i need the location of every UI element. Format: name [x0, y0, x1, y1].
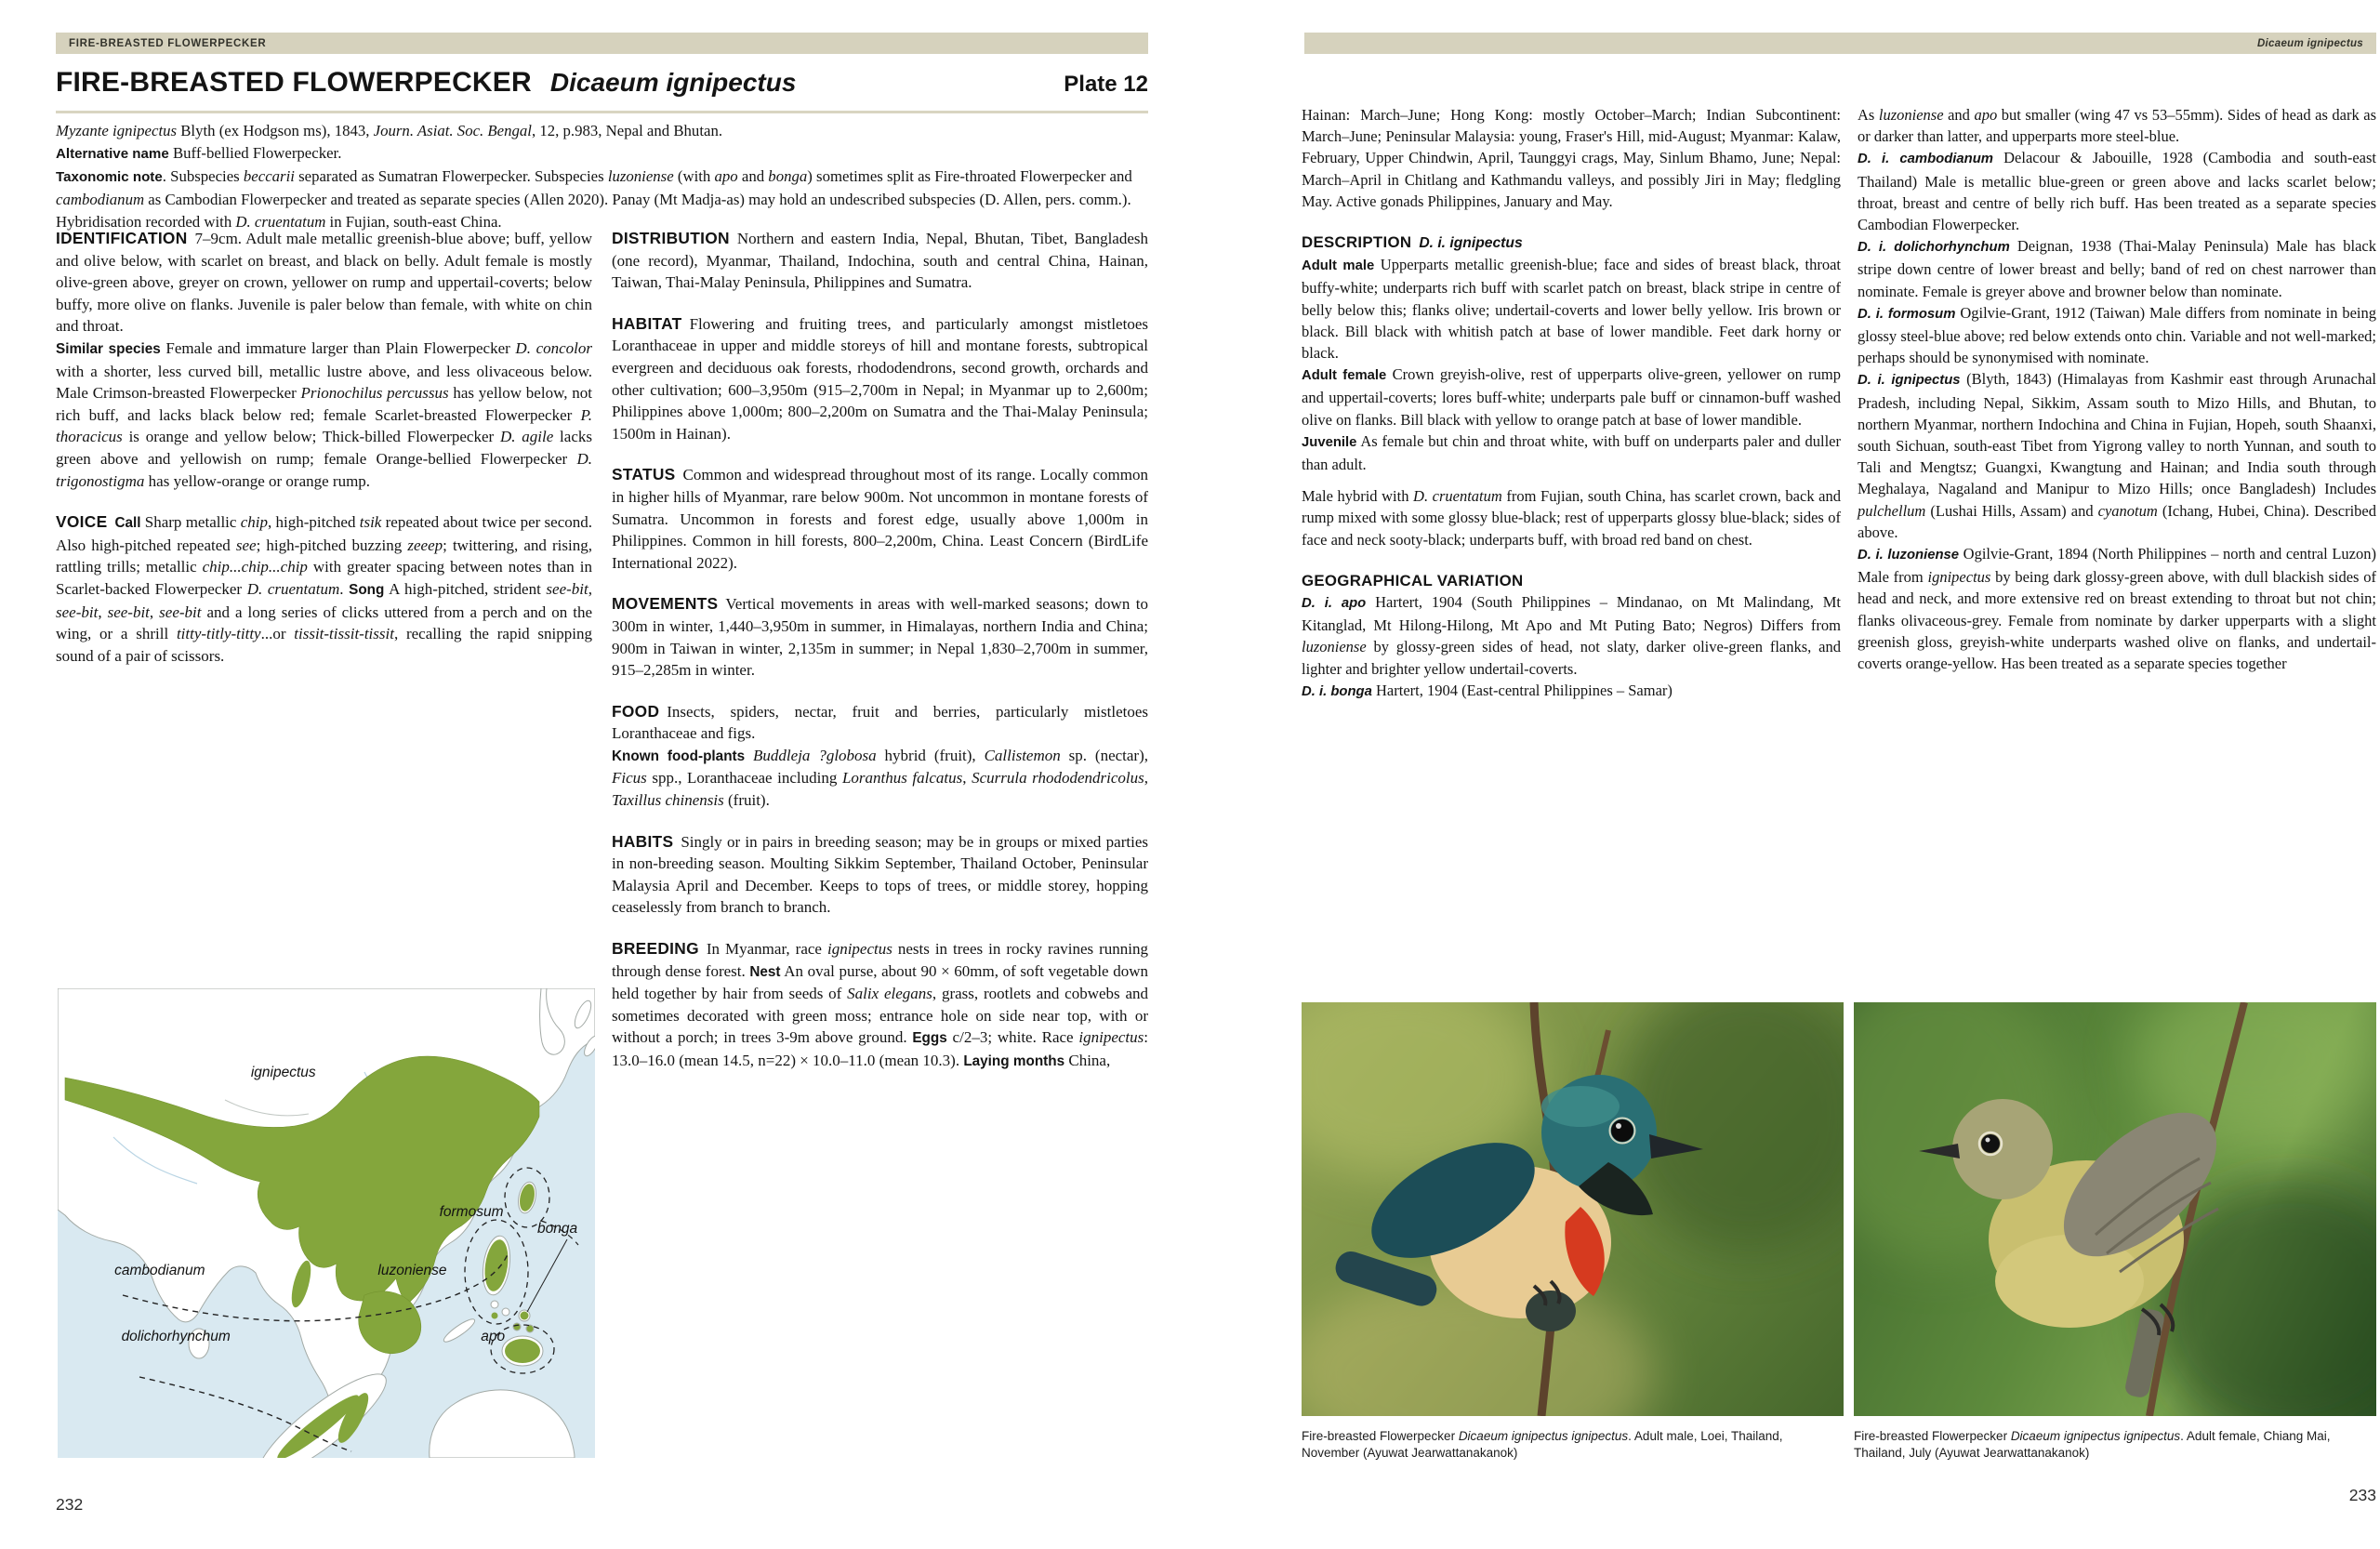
geographical-variation-heading-line: [1302, 570, 1841, 591]
movements-text: Vertical movements in areas with well-marked seasons; down to 300m in winter, 1,440–3,950m in summer, in Himalayas, northern India and China; 900m in Taiwan in winter, 2,135m in summer; in Nepal 1,830–2,700m in summer, 915–2,285m in winter.: [612, 595, 1148, 680]
right-page-column-2: [1858, 104, 2376, 674]
description-heading-line: [1302, 232, 1841, 254]
subspecies-ignipectus-paragraph: D. i. ignipectus (Blyth, 1843) (Himalayas from Kashmir east through Arunachal Pradesh, including Nepal, Sikkim, Assam south to Mizo Hills, and Bhutan, to northern Myanmar, northern Indochina and China in Fujian, Hopeh, south Shaanxi, south Sichuan, south-east Tibet from Yigrong valley to north Yunnan, and south to Tali and Mengtsz; Guangxi, Kwangtung and Hainan; and India south through Meghalaya, Nagaland and Manipur to Mizo Hills; once Bangladesh) Includes pulchellum (Lushai Hills, Assam) and cyanotum (Ichang, Hubei, China). Described above.: [1858, 370, 2376, 541]
map-label-ignipectus: ignipectus: [250, 1065, 316, 1081]
map-label-cambodianum: cambodianum: [114, 1263, 205, 1279]
map-label-dolichorhynchum: dolichorhynchum: [121, 1329, 231, 1345]
status-paragraph: [612, 464, 1148, 574]
photo-adult-female: [1854, 1002, 2376, 1416]
breeding-text: In Myanmar, race ignipectus nests in trees in rocky ravines running through dense forest. Nest An oval purse, about 90 × 60mm, of soft vegetable down held together by hair from seeds of Salix elegans, grass, rootlets and cobwebs and sometimes decorated with green moss; entrance hole on side near top, with or without a porch; in trees 3-9m above ground. Eggs c/2–3; white. Race ignipectus: 13.0–16.0 (mean 14.5, n=22) × 10.0–11.0 (mean 10.3). Laying months China,: [612, 940, 1149, 1069]
identification-text: 7–9cm. Adult male metallic greenish-blue above; buff, yellow and olive below, with scarlet on breast, and black on belly. Adult female is mostly olive-green above, greyer on crown, yellower on rump and uppertail-coverts; below buffy, more olive on flanks. Juvenile is paler below than female, with white on chin and throat.: [56, 230, 592, 336]
title-rule: [56, 111, 1148, 113]
map-label-bonga: bonga: [536, 1220, 578, 1237]
range-negros: [492, 1313, 498, 1319]
left-running-header: [56, 33, 1148, 54]
asia-map-svg: [58, 988, 595, 1458]
laying-months-continuation: Hainan: March–June; Hong Kong: mostly October–March; Indian Subcontinent: March–June; Peninsular Malaysia: young, Fraser's Hill, mid-August; Myanmar: Kalaw, February, Upper Chindwin, April, Taunggyi crags, May, Sinlum Bhamo, June; Nepal: March–April in Chitlang and Kathmandu valleys, and possibly Jiri in May; fledgling May. Active gonads Philippines, January and May.: [1302, 106, 1841, 210]
map-islet: [502, 1308, 509, 1316]
page-number-left: 232: [56, 1495, 84, 1514]
bird-head-sheen: [1541, 1086, 1620, 1127]
caption-adult-male: Fire-breasted Flowerpecker Dicaeum ignipectus ignipectus. Adult male, Loei, Thailand, November (Ayuwat Jearwattanakanok): [1302, 1429, 1783, 1460]
species-scientific-name: Dicaeum ignipectus: [549, 68, 797, 97]
left-page-column-2: [612, 228, 1148, 1073]
subspecies-dolichorhynchum-paragraph: D. i. dolichorhynchum Deignan, 1938 (Thai-Malay Peninsula) Male has black stripe down centre of lower breast and belly; band of red on chest narrower than nominate. Female is greyer above and browner below than nominate.: [1858, 237, 2377, 300]
range-samar: [521, 1312, 529, 1320]
section-head-breeding: BREEDING: [612, 939, 699, 959]
subspecies-bonga-continuation: As luzoniense and apo but smaller (wing 47 vs 53–55mm). Sides of head as dark as or darker than latter, and upperparts more steel-blue.: [1858, 106, 2377, 146]
running-header-text: FIRE-BREASTED FLOWERPECKER: [69, 37, 267, 49]
species-title-line: [56, 67, 1148, 99]
photo-adult-male: [1302, 1002, 1844, 1416]
range-hainan: [417, 1221, 433, 1237]
bird-eye-highlight: [1616, 1123, 1621, 1129]
map-sri-lanka: [189, 1329, 209, 1358]
food-plants-paragraph: Known food-plants Buddleja ?globosa hybrid (fruit), Callistemon sp. (nectar), Ficus spp., Loranthaceae including Loranthus falcatus, Scurrula rhododendricolus, Taxillus chinensis (fruit).: [612, 746, 1149, 810]
habits-paragraph: [612, 831, 1148, 919]
status-text: Common and widespread throughout most of its range. Locally common in higher hills of Myanmar, rare below 900m. Not uncommon in montane forests of Sumatra. Uncommon in forests and forest edge, usually above 1,000m in Philippines. Common in hill forests, 800–2,200m, China. Least Concern (BirdLife International 2022).: [612, 466, 1148, 572]
right-running-header: [1304, 33, 2376, 54]
taxonomic-note: Taxonomic note. Subspecies beccarii separated as Sumatran Flowerpecker. Subspecies luzoniense (with apo and bonga) sometimes split as Fire-throated Flowerpecker and cambodianum as Cambodian Flowerpecker and treated as separate species (Allen 2020). Panay (Mt Madja-as) may hold an undescribed subspecies (D. Allen, pers. comm.). Hybridisation recorded with D. cruentatum in Fujian, south-east China.: [56, 167, 1132, 231]
movements-paragraph: [612, 593, 1148, 681]
section-head-habits: HABITS: [612, 831, 674, 851]
left-page-column-1: [56, 228, 592, 667]
range-islet: [527, 1326, 534, 1332]
range-map: [58, 988, 595, 1460]
map-label-luzoniense: luzoniense: [377, 1263, 447, 1279]
section-head-geographical-variation: GEOGRAPHICAL VARIATION: [1302, 571, 1524, 589]
adult-female-paragraph: Adult female Crown greyish-olive, rest of upperparts olive-green, yellower on rump and uppertail-coverts; lores buff-white; underparts pale buff or cinnamon-buff washed olive on flanks. Bill black with yellow to orange patch at base of lower mandible.: [1302, 365, 1841, 429]
food-paragraph: [612, 701, 1148, 745]
description-subspecies-name: D. i. ignipectus: [1419, 235, 1523, 252]
bird-eye-highlight: [1986, 1138, 1990, 1143]
section-head-food: FOOD: [612, 701, 660, 721]
food-text: Insects, spiders, nectar, fruit and berries, particularly mistletoes Loranthaceae and figs.: [612, 702, 1148, 743]
section-head-habitat: HABITAT: [612, 313, 682, 333]
subspecies-apo-paragraph: D. i. apo Hartert, 1904 (South Philippines – Mindanao, on Mt Malindang, Mt Kitanglad, Mt Hilong-Hilong, Mt Apo and Mt Puting Bato; Negros) Differs from luzoniense by glossy-green sides of head, not slaty, darker olive-green flanks, and lighter and brighter yellow undertail-coverts.: [1302, 593, 1841, 678]
right-page-column-1: [1302, 104, 1841, 703]
distribution-text: Northern and eastern India, Nepal, Bhutan, Tibet, Bangladesh (one record), Myanmar, Thailand, Indochina, south and central China, Hainan, Taiwan, Thai-Malay Peninsula, Philippines and Sumatra.: [612, 230, 1148, 292]
section-head-identification: IDENTIFICATION: [56, 229, 188, 247]
section-head-description: DESCRIPTION: [1302, 233, 1412, 252]
breeding-paragraph: [612, 938, 1148, 1073]
identification-paragraph: [56, 228, 592, 338]
female-flowerpecker-image: [1854, 1002, 2376, 1416]
bird-belly-stripe: [1526, 1291, 1576, 1331]
distribution-paragraph: [612, 228, 1148, 294]
citation-line: Myzante ignipectus Blyth (ex Hodgson ms), 1843, Journ. Asiat. Soc. Bengal, 12, p.983, Nepal and Bhutan.: [56, 122, 723, 139]
page-number-right: 233: [2348, 1486, 2376, 1504]
voice-text: Call Sharp metallic chip, high-pitched tsik repeated about twice per second. Also high-pitched repeated see; high-pitched buzzing zeeep; twittering, and rising, rattling trills; metallic chip...chip...chip with greater spacing between notes than in Scarlet-backed Flowerpecker D. cruentatum. Song A high-pitched, strident see-bit, see-bit, see-bit, see-bit and a long series of clicks uttered from a perch and on the wing, or a shrill titty-titly-titty...or tissit-tissit-tissit, recalling the rapid snipping sound of a pair of scissors.: [56, 513, 593, 665]
map-label-formosum: formosum: [439, 1203, 504, 1220]
bird-head: [1952, 1099, 2053, 1199]
range-mindanao: [505, 1339, 540, 1363]
running-header-scientific-name: Dicaeum ignipectus: [2256, 37, 2363, 49]
adult-male-paragraph: Adult male Upperparts metallic greenish-blue; face and sides of breast black, throat buffy-white; underparts rich buff with scarlet patch on breast, black stripe in centre of belly below this; flanks olive; undertail-coverts and lower belly yellow. Iris brown or black. Bill black with whitish patch at base of lower mandible. Feet dark horny or black.: [1302, 256, 1841, 363]
subspecies-bonga-paragraph: D. i. bonga Hartert, 1904 (East-central Philippines – Samar): [1302, 681, 1673, 699]
male-flowerpecker-image: [1302, 1002, 1844, 1416]
bokeh-shadow: [2151, 1179, 2376, 1416]
section-head-status: STATUS: [612, 465, 676, 484]
caption-adult-female: Fire-breasted Flowerpecker Dicaeum ignipectus ignipectus. Adult female, Chiang Mai, Thailand, July (Ayuwat Jearwattanakanok): [1854, 1429, 2331, 1460]
similar-species-paragraph: Similar species Female and immature larger than Plain Flowerpecker D. concolor with a shorter, less curved bill, metallic lustre above, and less olivaceous below. Male Crimson-breasted Flowerpecker Prionochilus percussus has yellow below, not rich buff, and lacks black below red; female Scarlet-breasted Flowerpecker P. thoracicus is orange and yellow below; Thick-billed Flowerpecker D. agile lacks green above and yellowish on rump; female Orange-bellied Flowerpecker D. trigonostigma has yellow-orange or orange rump.: [56, 338, 592, 490]
plate-reference: Plate 12: [1064, 72, 1148, 97]
juvenile-paragraph: Juvenile As female but chin and throat white, with buff on underparts paler and duller than adult.: [1302, 431, 1841, 474]
subspecies-cambodianum-paragraph: D. i. cambodianum Delacour & Jabouille, 1928 (Cambodia and south-east Thailand) Male is metallic blue-green or green above and lacks scarlet below; throat, breast and centre of belly rich buff. Has been treated as a separate species Cambodian Flowerpecker.: [1858, 149, 2376, 234]
bird-eye: [1611, 1119, 1633, 1142]
section-head-distribution: DISTRIBUTION: [612, 229, 730, 247]
subspecies-luzoniense-paragraph: D. i. luzoniense Ogilvie-Grant, 1894 (North Philippines – north and central Luzon) Male from ignipectus by being dark glossy-green above, with dull blackish sides of head and neck, and more extensive red on breast extending to throat but not chin; flanks olivaceous-grey. Female from nominate by darker upperparts with a slight greenish gloss, greyish-white underparts washed olive on flanks, and undertail-coverts orange-yellow. Has been treated as a separate species together: [1858, 545, 2376, 673]
intro-block: [56, 120, 1148, 233]
bird-eye: [1981, 1134, 2000, 1153]
map-islet: [491, 1301, 498, 1308]
subspecies-formosum-paragraph: D. i. formosum Ogilvie-Grant, 1912 (Taiwan) Male differs from nominate in being glossy steel-blue above; red below extends onto chin. Variable and not well-marked; perhaps should be synonymised with nominate.: [1858, 303, 2377, 367]
habitat-text: Flowering and fruiting trees, and particularly amongst mistletoes Loranthaceae in upper and middle storeys of hill and montane forests, subtropical evergreen and deciduous oak forests, rhododendrons, second growth, orchards and other cultivation; 600–3,950m (915–2,700m in Nepal; in Myanmar up to 2,600m; Philippines above 1,000m; 800–2,200m on Sumatra and the Thai-Malay Peninsula; 1500m in Hainan).: [612, 314, 1148, 443]
hybrid-paragraph: Male hybrid with D. cruentatum from Fujian, south China, has scarlet crown, back and rump mixed with some glossy blue-black; rest of upperparts glossy blue-black; sides of face and neck sooty-black; underparts buff, with broad red band on chest.: [1302, 487, 1841, 549]
section-head-voice: VOICE: [56, 512, 108, 532]
voice-paragraph: [56, 511, 592, 667]
alternative-name-line: Alternative name Buff-bellied Flowerpecker.: [56, 144, 342, 162]
habitat-paragraph: [612, 313, 1148, 445]
section-head-movements: MOVEMENTS: [612, 594, 719, 614]
habits-text: Singly or in pairs in breeding season; may be in groups or mixed parties in non-breeding season. Moulting Sikkim September, Thailand October, Peninsular Malaysia April and December. Keeps to tops of trees, or middle storey, hopping ceaselessly from branch to branch.: [612, 832, 1148, 917]
species-title: FIRE-BREASTED FLOWERPECKER: [56, 67, 532, 98]
map-label-apo: apo: [481, 1329, 506, 1345]
